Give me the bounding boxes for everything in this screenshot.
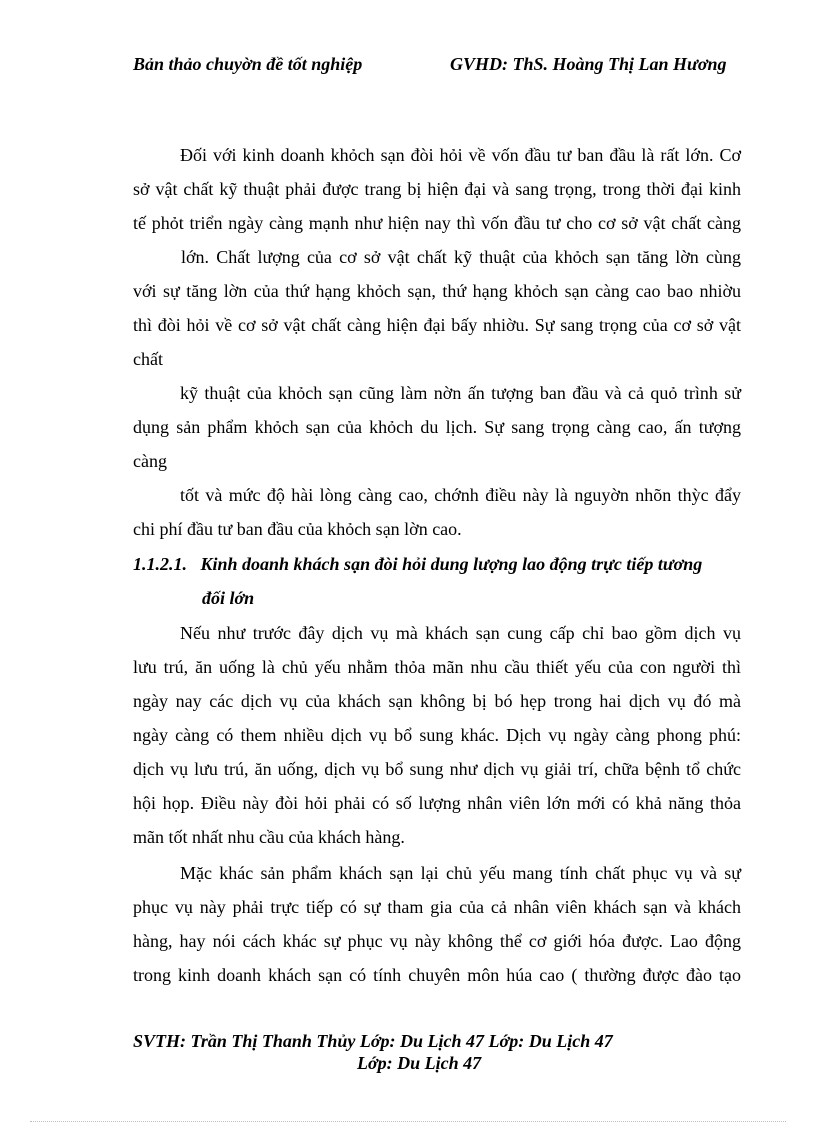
body-line: hàng, hay nói cách khác sự phục vụ này không thể cơ giới hóa được. Lao động (133, 931, 741, 951)
body-line: tốt và mức độ hài lòng càng cao, chớnh điều này là nguyờn nhõn thỳc đẩy (180, 485, 741, 505)
body-line: ngày càng có them nhiều dịch vụ bổ sung khác. Dịch vụ ngày càng phong phú: (133, 725, 741, 745)
body-line: chất (133, 349, 163, 369)
body-line: với sự tăng lờn của thứ hạng khỏch sạn, thứ hạng khỏch sạn càng cao bao nhiờu (133, 281, 741, 301)
bottom-dotted-rule (30, 1121, 786, 1122)
body-line: Mặc khác sản phẩm khách sạn lại chủ yếu mang tính chất phục vụ và sự (180, 863, 741, 883)
section-heading: 1.1.2.1. Kinh doanh khách sạn đòi hỏi dung lượng lao động trực tiếp tương (133, 554, 703, 574)
body-line: trong kinh doanh khách sạn có tính chuyên môn húa cao ( thường được đào tạo (133, 965, 741, 985)
body-line: dịch vụ lưu trú, ăn uống, dịch vụ bổ sung như dịch vụ giải trí, chữa bệnh tổ chức (133, 759, 741, 779)
body-line: sở vật chất kỹ thuật phải được trang bị hiện đại và sang trọng, trong thời đại kinh (133, 179, 741, 199)
body-line: hội họp. Điều này đòi hỏi phải có số lượng nhân viên lớn mới có khả năng thỏa (133, 793, 741, 813)
header-advisor: GVHD: ThS. Hoàng Thị Lan Hương (450, 54, 727, 74)
body-line: Đối với kinh doanh khỏch sạn đòi hỏi về vốn đầu tư ban đầu là rất lớn. Cơ (180, 145, 741, 165)
body-line: dụng sản phẩm khỏch sạn của khỏch du lịch. Sự sang trọng càng cao, ấn tượng (133, 417, 741, 437)
body-line: Nếu như trước đây dịch vụ mà khách sạn cung cấp chỉ bao gồm dịch vụ (180, 623, 741, 643)
body-line: lưu trú, ăn uống là chủ yếu nhằm thỏa mãn nhu cầu thiết yếu của con người thì (133, 657, 741, 677)
body-line: thì đòi hỏi về cơ sở vật chất càng hiện đại bấy nhiờu. Sự sang trọng của cơ sở vật (133, 315, 741, 335)
header-title: Bản thảo chuyờn đề tốt nghiệp (133, 54, 363, 74)
body-line: phục vụ này phải trực tiếp có sự tham gia của cả nhân viên khách sạn và khách (133, 897, 741, 917)
body-line: kỹ thuật của khỏch sạn cũng làm nờn ấn tượng ban đầu và cả quỏ trình sử (180, 383, 741, 403)
body-line: mãn tốt nhất nhu cầu của khách hàng. (133, 827, 405, 847)
body-line: ngày nay các dịch vụ của khách sạn không bị bó hẹp trong hai dịch vụ đó mà (133, 691, 741, 711)
body-line: chi phí đầu tư ban đầu của khỏch sạn lờn cao. (133, 519, 462, 539)
body-line: càng (133, 451, 167, 471)
page-footer-line2: Lớp: Du Lịch 47 (357, 1053, 482, 1073)
body-line: lớn. Chất lượng của cơ sở vật chất kỹ thuật của khỏch sạn tăng lờn cùng (181, 247, 741, 267)
section-heading-cont: đối lớn (202, 588, 255, 608)
body-line: tế phỏt triển ngày càng mạnh như hiện nay thì vốn đầu tư cho cơ sở vật chất càng (133, 213, 741, 233)
page-footer-line1: SVTH: Trần Thị Thanh Thủy Lớp: Du Lịch 47 Lớp: Du Lịch 47 (133, 1031, 613, 1051)
